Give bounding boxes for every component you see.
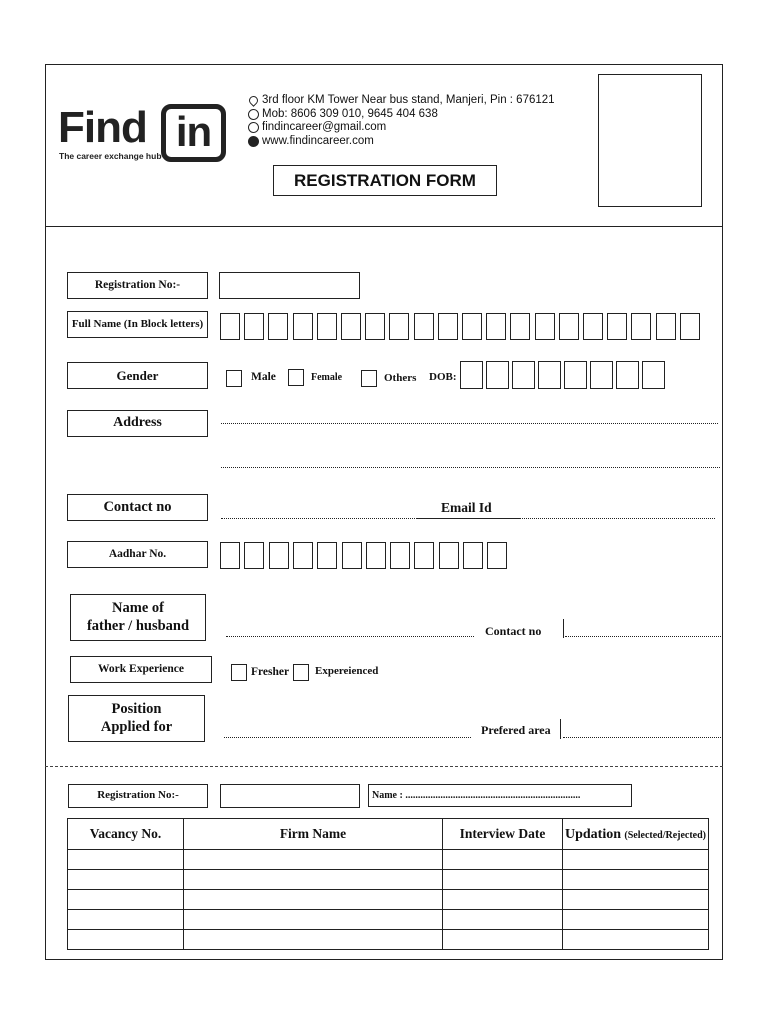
position-label-line2: Applied for (100, 718, 173, 735)
gender-male-label: Male (251, 371, 276, 383)
dob-cell[interactable] (538, 361, 561, 389)
aadhar-no-label: Aadhar No. (67, 541, 208, 568)
full-name-cell[interactable] (559, 313, 579, 340)
aadhar-cell[interactable] (342, 542, 362, 569)
table-cell[interactable] (563, 910, 709, 930)
email-id-line[interactable] (520, 518, 715, 519)
table-cell[interactable] (184, 930, 443, 950)
table-cell[interactable] (443, 850, 563, 870)
full-name-cell[interactable] (607, 313, 627, 340)
father-label-line1: Name of (112, 600, 164, 617)
email-text: findincareer@gmail.com (262, 121, 387, 133)
slip-name-field[interactable] (368, 784, 632, 807)
slip-name-label: Name : ...................................................................... (372, 790, 581, 801)
firm-name-header: Firm Name (184, 819, 443, 850)
full-name-cell[interactable] (341, 313, 361, 340)
dob-cell[interactable] (616, 361, 639, 389)
dob-label: DOB: (429, 371, 457, 383)
table-row (68, 890, 709, 910)
cut-line-divider (45, 766, 723, 767)
full-name-cell[interactable] (365, 313, 385, 340)
form-title: REGISTRATION FORM (273, 165, 497, 196)
aadhar-cell[interactable] (390, 542, 410, 569)
aadhar-cell[interactable] (366, 542, 386, 569)
table-cell[interactable] (68, 930, 184, 950)
registration-no-label: Registration No:- (67, 272, 208, 299)
full-name-cell[interactable] (462, 313, 482, 340)
registration-no-field[interactable] (219, 272, 360, 299)
aadhar-cell[interactable] (487, 542, 507, 569)
phone-icon (248, 109, 259, 120)
position-applied-line[interactable] (224, 737, 471, 738)
website-text: www.findincareer.com (262, 134, 374, 147)
aadhar-cell[interactable] (220, 542, 240, 569)
email-label-underline (416, 518, 520, 519)
full-name-cell[interactable] (414, 313, 434, 340)
updation-note: (Selected/Rejected) (624, 829, 707, 841)
address-line-1[interactable] (221, 423, 718, 424)
updation-label: Updation (564, 826, 622, 842)
table-cell[interactable] (68, 850, 184, 870)
vacancy-no-header: Vacancy No. (68, 819, 184, 850)
table-row (68, 850, 709, 870)
location-pin-icon (247, 94, 260, 107)
preferred-area-line[interactable] (563, 737, 721, 738)
fresher-checkbox[interactable] (231, 664, 247, 681)
full-name-cell[interactable] (317, 313, 337, 340)
full-name-cell[interactable] (389, 313, 409, 340)
header-divider (45, 226, 723, 227)
updation-header (563, 819, 709, 850)
address-text: 3rd floor KM Tower Near bus stand, Manjeri, Pin : 676121 (262, 94, 555, 106)
table-cell[interactable] (443, 870, 563, 890)
aadhar-cell[interactable] (463, 542, 483, 569)
father-contact-label: Contact no (485, 624, 542, 638)
gender-others-label: Others (384, 372, 417, 384)
contact-no-line[interactable] (221, 518, 415, 519)
gender-female-checkbox[interactable] (288, 369, 304, 386)
full-name-cell[interactable] (220, 313, 240, 340)
table-row (68, 930, 709, 950)
full-name-cell[interactable] (244, 313, 264, 340)
address-label: Address (67, 410, 208, 437)
table-cell[interactable] (184, 890, 443, 910)
dob-cell[interactable] (460, 361, 483, 389)
dob-cell[interactable] (564, 361, 587, 389)
gender-female-label: Female (311, 372, 343, 383)
full-name-cell[interactable] (631, 313, 651, 340)
table-cell[interactable] (563, 870, 709, 890)
full-name-label: Full Name (In Block letters) (67, 311, 208, 338)
table-cell[interactable] (184, 910, 443, 930)
dob-cell[interactable] (642, 361, 665, 389)
email-id-label: Email Id (441, 500, 492, 515)
work-experience-label: Work Experience (70, 656, 212, 683)
slip-registration-no-field[interactable] (220, 784, 360, 808)
gender-others-checkbox[interactable] (361, 370, 377, 387)
table-cell[interactable] (563, 850, 709, 870)
table-cell[interactable] (68, 890, 184, 910)
aadhar-cell[interactable] (269, 542, 289, 569)
full-name-cell[interactable] (293, 313, 313, 340)
experienced-label: Expereienced (315, 665, 379, 677)
full-name-cell[interactable] (438, 313, 458, 340)
gender-label: Gender (67, 362, 208, 389)
mail-icon (248, 122, 259, 133)
position-label-line1: Position (111, 701, 162, 718)
logo-find-text: Find (58, 103, 147, 152)
father-label-line2: father / husband (86, 617, 190, 634)
globe-icon (248, 136, 259, 147)
full-name-cell[interactable] (656, 313, 676, 340)
table-cell[interactable] (68, 910, 184, 930)
table-cell[interactable] (184, 850, 443, 870)
full-name-cell[interactable] (486, 313, 506, 340)
aadhar-cell[interactable] (293, 542, 313, 569)
full-name-cell[interactable] (510, 313, 530, 340)
full-name-cell[interactable] (583, 313, 603, 340)
preferred-area-separator (560, 719, 561, 739)
address-line-2[interactable] (221, 467, 720, 468)
table-cell[interactable] (443, 930, 563, 950)
aadhar-cell[interactable] (317, 542, 337, 569)
father-husband-label (70, 594, 206, 641)
preferred-area-label: Prefered area (481, 723, 551, 737)
logo-in-badge: in (161, 104, 226, 162)
table-cell[interactable] (184, 870, 443, 890)
position-applied-label (68, 695, 205, 742)
interview-date-header: Interview Date (443, 819, 563, 850)
table-row (68, 870, 709, 890)
full-name-cell[interactable] (268, 313, 288, 340)
father-name-line[interactable] (226, 636, 474, 637)
contact-info (248, 94, 555, 148)
dob-cell[interactable] (512, 361, 535, 389)
photo-box (598, 74, 702, 207)
table-cell[interactable] (443, 910, 563, 930)
vacancy-table-header (68, 819, 709, 850)
vacancy-table-body (68, 850, 709, 950)
aadhar-cell[interactable] (244, 542, 264, 569)
father-contact-line[interactable] (565, 636, 721, 637)
full-name-cell[interactable] (680, 313, 700, 340)
vacancy-table (67, 818, 709, 950)
contact-no-label: Contact no (67, 494, 208, 521)
full-name-cell[interactable] (535, 313, 555, 340)
fresher-label: Fresher (251, 666, 290, 678)
table-cell[interactable] (443, 890, 563, 910)
dob-cell[interactable] (590, 361, 613, 389)
table-cell[interactable] (68, 870, 184, 890)
logo-tagline: The career exchange hub (59, 151, 162, 161)
aadhar-cell[interactable] (439, 542, 459, 569)
mobile-text: Mob: 8606 309 010, 9645 404 638 (262, 107, 438, 120)
table-row (68, 910, 709, 930)
aadhar-cell[interactable] (414, 542, 434, 569)
experienced-checkbox[interactable] (293, 664, 309, 681)
table-cell[interactable] (563, 930, 709, 950)
dob-cell[interactable] (486, 361, 509, 389)
slip-registration-no-label: Registration No:- (68, 784, 208, 808)
father-contact-separator (563, 619, 564, 638)
gender-male-checkbox[interactable] (226, 370, 242, 387)
table-cell[interactable] (563, 890, 709, 910)
